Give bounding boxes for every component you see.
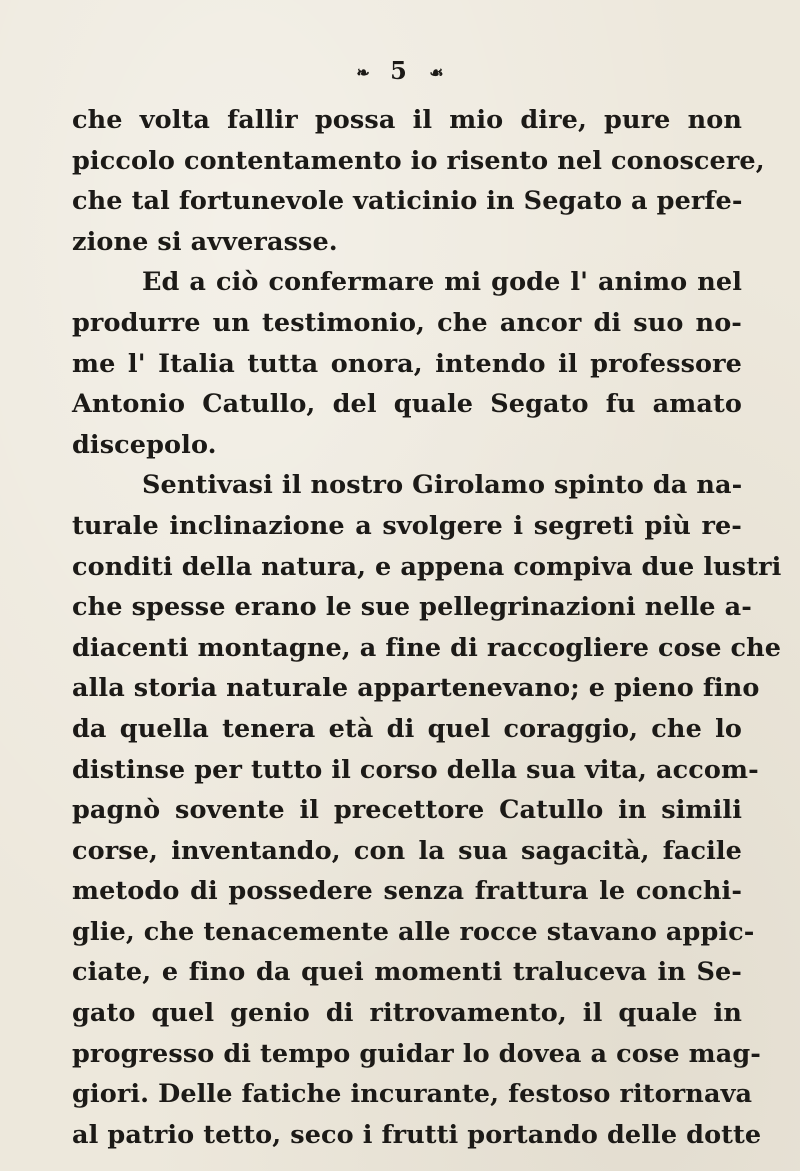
text-line: discepolo. — [72, 429, 217, 460]
page-header — [0, 56, 800, 85]
text-line: da quella tenera età di quel coraggio, che lo — [72, 713, 742, 744]
text-line: progresso di tempo guidar lo dovea a cose mag- — [72, 1038, 761, 1069]
text-line: metodo di possedere senza frattura le conchi- — [72, 876, 742, 907]
text-line: Sentivasi il nostro Girolamo spinto da na- — [142, 470, 743, 501]
text-line: turale inclinazione a svolgere i segreti più re- — [72, 510, 742, 541]
text-line: gato quel genio di ritrovamento, il quale in — [72, 998, 742, 1029]
text-line: che spesse erano le sue pellegrinazioni nelle a- — [72, 592, 752, 623]
text-line: diacenti montagne, a fine di raccogliere cose che — [72, 632, 782, 663]
text-line: al patrio tetto, seco i frutti portando delle dotte — [72, 1119, 762, 1150]
text-line: ciate, e fino da quei momenti traluceva in Se- — [72, 957, 742, 988]
text-line: alla storia naturale appartenevano; e pieno fino — [72, 673, 760, 704]
text-line: corse, inventando, con la sua sagacità, facile — [72, 835, 742, 866]
text-line: Ed a ciò confermare mi gode l' animo nel — [142, 267, 742, 298]
page-number: 5 — [390, 56, 409, 85]
text-line: giori. Delle fatiche incurante, festoso ritornava — [72, 1079, 753, 1110]
text-line: conditi della natura, e appena compiva due lustri — [72, 551, 782, 582]
text-line: me l' Italia tutta onora, intendo il professore — [72, 348, 742, 379]
ornament-right-icon: ☙ — [429, 63, 444, 82]
text-line: che tal fortunevole vaticinio in Segato a perfe- — [72, 186, 743, 217]
ornament-left-icon: ❧ — [356, 63, 370, 82]
text-line: Antonio Catullo, del quale Segato fu amato — [72, 389, 742, 420]
body-text — [72, 100, 782, 1155]
text-line: che volta fallir possa il mio dire, pure non — [72, 105, 742, 135]
text-line: produrre un testimonio, che ancor di suo no- — [72, 307, 742, 338]
text-line: piccolo contentamento io risento nel conoscere, — [72, 145, 765, 176]
text-line: zione si avverasse. — [72, 226, 338, 257]
text-line: distinse per tutto il corso della sua vita, accom- — [72, 754, 759, 785]
text-line: glie, che tenacemente alle rocce stavano appic- — [72, 916, 755, 947]
text-line: pagnò sovente il precettore Catullo in simili — [72, 795, 742, 826]
